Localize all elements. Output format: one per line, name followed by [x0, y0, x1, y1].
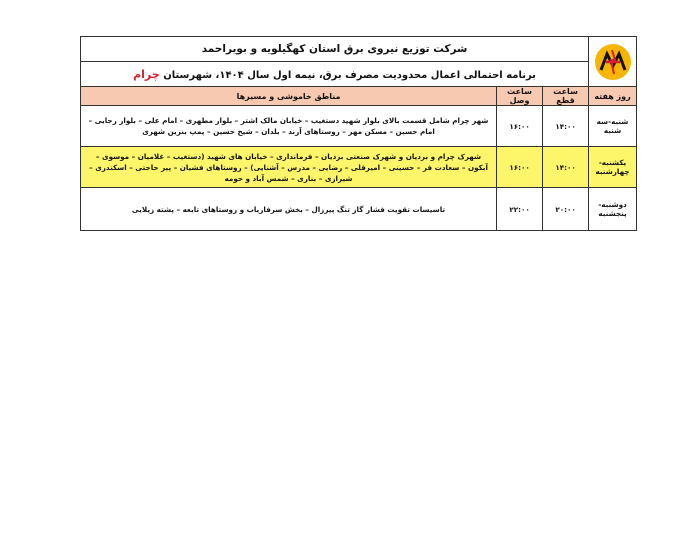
col-header-day: روز هفته	[589, 87, 637, 106]
program-title-prefix: برنامه احتمالی اعمال محدودیت مصرف برق، نیمه اول سال ۱۴۰۴، شهرستان	[163, 69, 536, 81]
areas-cell: شهرک چرام و بردیان و شهرک صنعتی بردیان – فرمانداری – خیابان های شهید (دستغیب – غلامیان – موسوی – آبکون – سعادت فر – حسینی – امیرقلی – رضایی – مدرس – آشنایی) – روستاهای فشیان – پیر حاجتی – اسکندری – شیرازی – بناری – شمس آباد و حومه	[81, 147, 497, 188]
cut-time-cell: ۱۴:۰۰	[543, 147, 589, 188]
areas-cell: شهر چرام شامل قسمت بالای بلوار شهید دستغیب – خیابان مالک اشتر – بلوار مطهری – امام علی – بلوار رجایی – امام حسین – مسکن مهر – روستاهای آرند – بلدان – شیخ حسین – پمپ بنزین شهری	[81, 106, 497, 147]
logo-cell	[589, 37, 637, 87]
connect-time-cell: ۱۶:۰۰	[497, 147, 543, 188]
cut-time-cell: ۲۰:۰۰	[543, 188, 589, 231]
power-company-logo-icon	[593, 42, 633, 82]
areas-cell: تاسیسات تقویت فشار گاز تنگ پیرزال – بخش سرفاریاب و روستاهای تابعه – پشته زیلایی	[81, 188, 497, 231]
day-cell: یکشنبه-چهارشنبه	[589, 147, 637, 188]
company-title: شرکت توزیع نیروی برق استان کهگیلویه و بویراحمد	[81, 37, 589, 62]
day-cell: شنبه-سه شنبه	[589, 106, 637, 147]
table-row	[81, 106, 637, 147]
blackout-schedule-table	[80, 36, 637, 231]
col-header-areas: مناطق خاموشی و مسیرها	[81, 87, 497, 106]
day-cell: دوشنبه-پنجشنبه	[589, 188, 637, 231]
connect-time-cell: ۲۲:۰۰	[497, 188, 543, 231]
col-header-cut-time: ساعت قطع	[543, 87, 589, 106]
table-row	[81, 147, 637, 188]
program-title-row	[81, 62, 637, 87]
cut-time-cell: ۱۴:۰۰	[543, 106, 589, 147]
connect-time-cell: ۱۶:۰۰	[497, 106, 543, 147]
column-header-row	[81, 87, 637, 106]
table-row	[81, 188, 637, 231]
company-title-row	[81, 37, 637, 62]
city-name: چرام	[133, 67, 160, 81]
col-header-connect-time: ساعت وصل	[497, 87, 543, 106]
program-title	[81, 62, 589, 87]
